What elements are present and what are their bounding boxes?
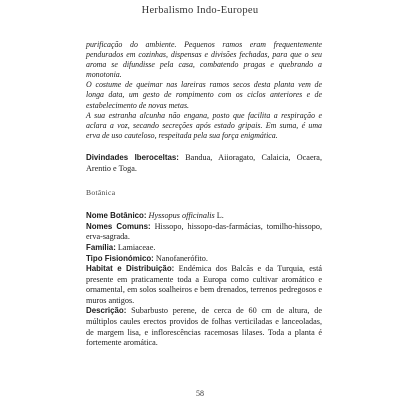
description-row xyxy=(86,306,322,348)
botanical-name-species: Hyssopus officinalis xyxy=(148,211,215,221)
common-names-row xyxy=(86,222,322,243)
intro-paragraph: purificação do ambiente. Pequenos ramos eram frequentemente pendurados em cozinhas, dispensas e divisões fechadas, para que o seu aroma se difundisse pela casa, combatendo pragas e quebrando a monotonia. xyxy=(86,40,322,80)
deities-text: Bandua, Aiioragato, Calaicia, Ocaera, Arentio e Toga. xyxy=(86,152,322,173)
botanical-name-label: Nome Botânico: xyxy=(86,211,147,221)
intro-paragraph: O costume de queimar nas lareiras ramos secos desta planta vem de longa data, um gesto de rompimento com os ciclos anteriores e de estabelecimento de novas metas. xyxy=(86,80,322,110)
botanical-name-author: L. xyxy=(216,211,224,221)
section-heading: Botânica xyxy=(86,188,116,198)
common-names-text: Hissopo, hissopo-das-farmácias, tomilho-hissopo, erva-sagrada. xyxy=(86,221,322,242)
botany-section xyxy=(86,211,322,349)
description-label: Descrição: xyxy=(86,306,127,316)
running-head: Herbalismo Indo-Europeu xyxy=(141,5,259,16)
family-text: Lamiaceae. xyxy=(117,242,156,252)
habitat-label: Habitat e Distribuição: xyxy=(86,264,175,274)
botanical-name-row xyxy=(86,211,322,222)
deities-label: Divindades Iberoceltas: xyxy=(86,152,179,162)
physiognomic-type-row xyxy=(86,254,322,265)
physiognomic-type-text: Nanofanerófito. xyxy=(155,253,208,263)
habitat-row xyxy=(86,264,322,306)
intro-paragraph: A sua estranha alcunha não engana, posto que facilita a respiração e aclara a voz, secando secreções após estado gripais. Em suma, é uma erva de uso cauteloso, respeitada pela sua força enigmática. xyxy=(86,110,322,140)
habitat-text: Endémica dos Balcãs e da Turquia, está presente em praticamente toda a Europa como cultivar aromático e ornamental, em solos soalheiros e bem drenados, terrenos pedregosos e muros antigos. xyxy=(86,264,322,305)
family-row xyxy=(86,243,322,254)
deities-paragraph xyxy=(86,153,322,174)
common-names-label: Nomes Comuns: xyxy=(86,221,151,231)
physiognomic-type-label: Tipo Fisionómico: xyxy=(86,253,154,263)
intro-text xyxy=(86,40,322,141)
page-number: 58 xyxy=(196,389,204,398)
family-label: Família: xyxy=(86,242,116,252)
page-content xyxy=(86,40,322,349)
description-text: Subarbusto perene, de cerca de 60 cm de altura, de múltiplos caules erectos providos de folhas verticiladas e lanceoladas, de margem lisa, e inflorescências racemosas lilases. Toda a planta é fortemente aromática. xyxy=(86,306,322,348)
